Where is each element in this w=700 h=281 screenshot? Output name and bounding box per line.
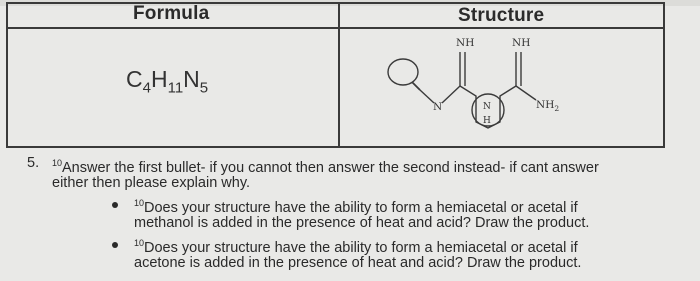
table-right-border — [663, 2, 665, 148]
formula-header: Formula — [133, 3, 210, 24]
atom-nh2 — [536, 99, 559, 113]
bullet-1-points: 10 — [134, 198, 145, 208]
bullet-1-text-1: Does your structure have the ability to form a hemiacetal or acetal if — [144, 199, 578, 216]
table-top-border — [6, 2, 665, 4]
atom-nh-right: NH — [512, 37, 531, 49]
bond-n-c1 — [442, 86, 460, 103]
atom-nh-left: NH — [456, 37, 475, 49]
atom-h-ring: H — [483, 116, 491, 126]
bullet-2-line-2: acetone is added in the presence of heat and acid? Draw the product. — [134, 255, 582, 271]
table-left-border — [6, 2, 8, 148]
handwritten-circle — [388, 59, 418, 85]
atom-nh2-subscript: 2 — [554, 104, 560, 113]
bond-methyl-n — [420, 90, 434, 103]
formula-c-count: 4 — [142, 79, 151, 97]
bond-c2-nh2 — [516, 86, 536, 100]
formula-n: N — [183, 66, 200, 92]
formula-h: H — [150, 66, 168, 92]
table-bottom-border — [6, 146, 665, 148]
question-line-2: either then please explain why. — [52, 175, 251, 191]
structure-header: Structure — [458, 5, 545, 26]
bullet-2-points: 10 — [134, 238, 145, 248]
structure-drawing — [376, 30, 566, 146]
table-header-border — [6, 27, 665, 29]
answer-table — [6, 0, 665, 148]
formula-n-count: 5 — [199, 79, 209, 97]
question-points: 10 — [52, 158, 63, 168]
bullet-1-line-2: methanol is added in the presence of heat and acid? Draw the product. — [134, 215, 590, 231]
bullet-dot-2 — [112, 242, 118, 248]
question-text-1: Answer the first bullet- if you cannot then answer the second instead- if cant answer — [62, 159, 599, 176]
atom-n-ring: N — [483, 102, 491, 112]
bullet-dot-1 — [112, 202, 118, 208]
handwritten-tail — [412, 82, 420, 90]
question-number: 5. — [27, 155, 40, 171]
table-column-divider — [338, 2, 340, 148]
atom-n-chain: N — [433, 101, 443, 113]
molecular-formula — [126, 66, 208, 97]
bullet-2-text-1: Does your structure have the ability to form a hemiacetal or acetal if — [144, 239, 578, 256]
atom-nh2-label: NH — [536, 99, 555, 111]
formula-c: C — [126, 66, 143, 92]
formula-h-count: 11 — [167, 79, 184, 97]
